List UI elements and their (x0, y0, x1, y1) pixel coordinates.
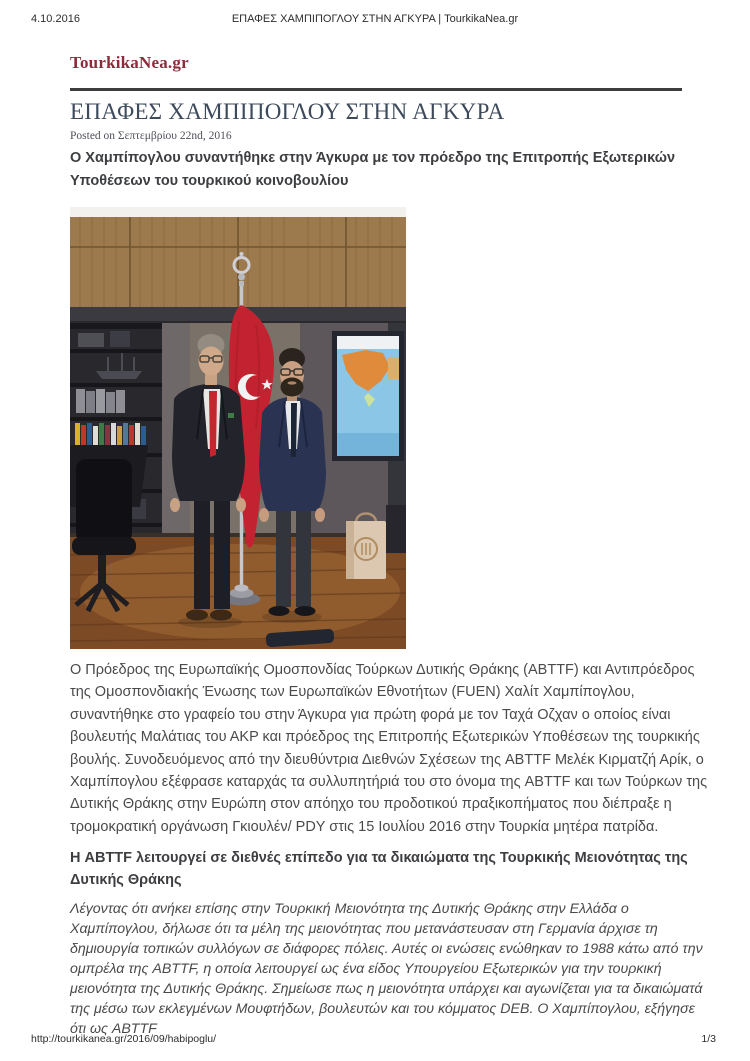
article-lead: Ο Χαμπίπογλου συναντήθηκε στην Άγκυρα με τον πρόεδρο της Επιτροπής Εξωτερικών Υποθέσεων του τουρκικού κοινοβουλίου (70, 150, 676, 189)
wall-map (332, 331, 404, 461)
print-page-indicator: 1/3 (701, 1033, 716, 1045)
masthead-divider (70, 88, 682, 91)
article-subheading: Η ABTTF λειτουργεί σε διεθνές επίπεδο για τα δικαιώματα της Τουρκικής Μειονότητας της Δυτικής Θράκης (70, 850, 688, 888)
article-title: ΕΠΑΦΕΣ ΧΑΜΠΙΠΟΓΛΟΥ ΣΤΗΝ ΑΓΚΥΡΑ (70, 99, 505, 124)
article-paragraph-italic: Λέγοντας ότι ανήκει επίσης στην Τουρκική Μειονότητα της Δυτικής Θράκης στην Ελλάδα ο Χαμπίπογλου, δήλωσε ότι τα μέλη της μειονότητας που μετανάστευσαν στη Γερμανία άρχισε τη δημιουργία τοπικών συλλόγων σε διάφορες πόλεις. Αυτές οι ενώσεις ενώθηκαν το 1988 κάτω από την ομπρέλα της ABTTF, η οποία λειτουργεί ως ένα είδος Υπουργείου Εξωτερικών για την τουρκική μειονότητα της Δυτικής Θράκης. Σημείωσε πως η μειονότητα υπάρχει και αγωνίζεται για τα δικαιώματά της μέσω των εκλεγμένων Μουφτήδων, βουλευτών και του κόμματος DEB. Ο Χαμπίπογλου, εξήγησε ότι ως ABTTF (70, 901, 703, 1037)
article-photo (70, 207, 406, 649)
site-logo-text: TourkikaNea.gr (70, 53, 189, 72)
print-date: 4.10.2016 (31, 13, 80, 25)
posted-date-line: Posted on Σεπτεμβρίου 22nd, 2016 (70, 130, 232, 142)
print-doc-title: ΕΠΑΦΕΣ ΧΑΜΠΙΠΟΓΛΟΥ ΣΤΗΝ ΑΓΚΥΡΑ | TourkikaNea.gr (231, 13, 519, 25)
print-footer-url: http://tourkikanea.gr/2016/09/habipoglu/ (31, 1033, 217, 1045)
article-paragraph: Ο Πρόεδρος της Ευρωπαϊκής Ομοσπονδίας Τούρκων Δυτικής Θράκης (ABTTF) και Αντιπρόεδρος της Ομοσπονδιακής Ένωσης των Ευρωπαϊκών Εθνοτήτων (FUEN) Χαλίτ Χαμπίπογλου, συναντήθηκε στο γραφείο του στην Άγκυρα για πρώτη φορά με τον Ταχά Οζχαν ο οποίος είναι βουλευτής Μαλάτιας του ΑΚΡ και πρόεδρος της Επιτροπής Εξωτερικών Υποθέσεων της τουρκικής βουλής. Συνοδευόμενος από την διευθύντρια Διεθνών Σχέσεων της ABTTF Μελέκ Κιρματζή Αρίκ, ο Χαμπίπογλου εξέφρασε καταρχάς τα συλλυπητήριά του στο όνομα της ABTTF και των Τούρκων της Δυτικής Θράκης στην Ευρώπη στον απόηχο του προδοτικού πραξικοπήματος που διέπραξε η τρομοκρατική οργάνωση Γκιουλέν/ PDY στις 15 Ιουλίου 2016 στην Τουρκία μητέρα πατρίδα. (70, 662, 708, 835)
